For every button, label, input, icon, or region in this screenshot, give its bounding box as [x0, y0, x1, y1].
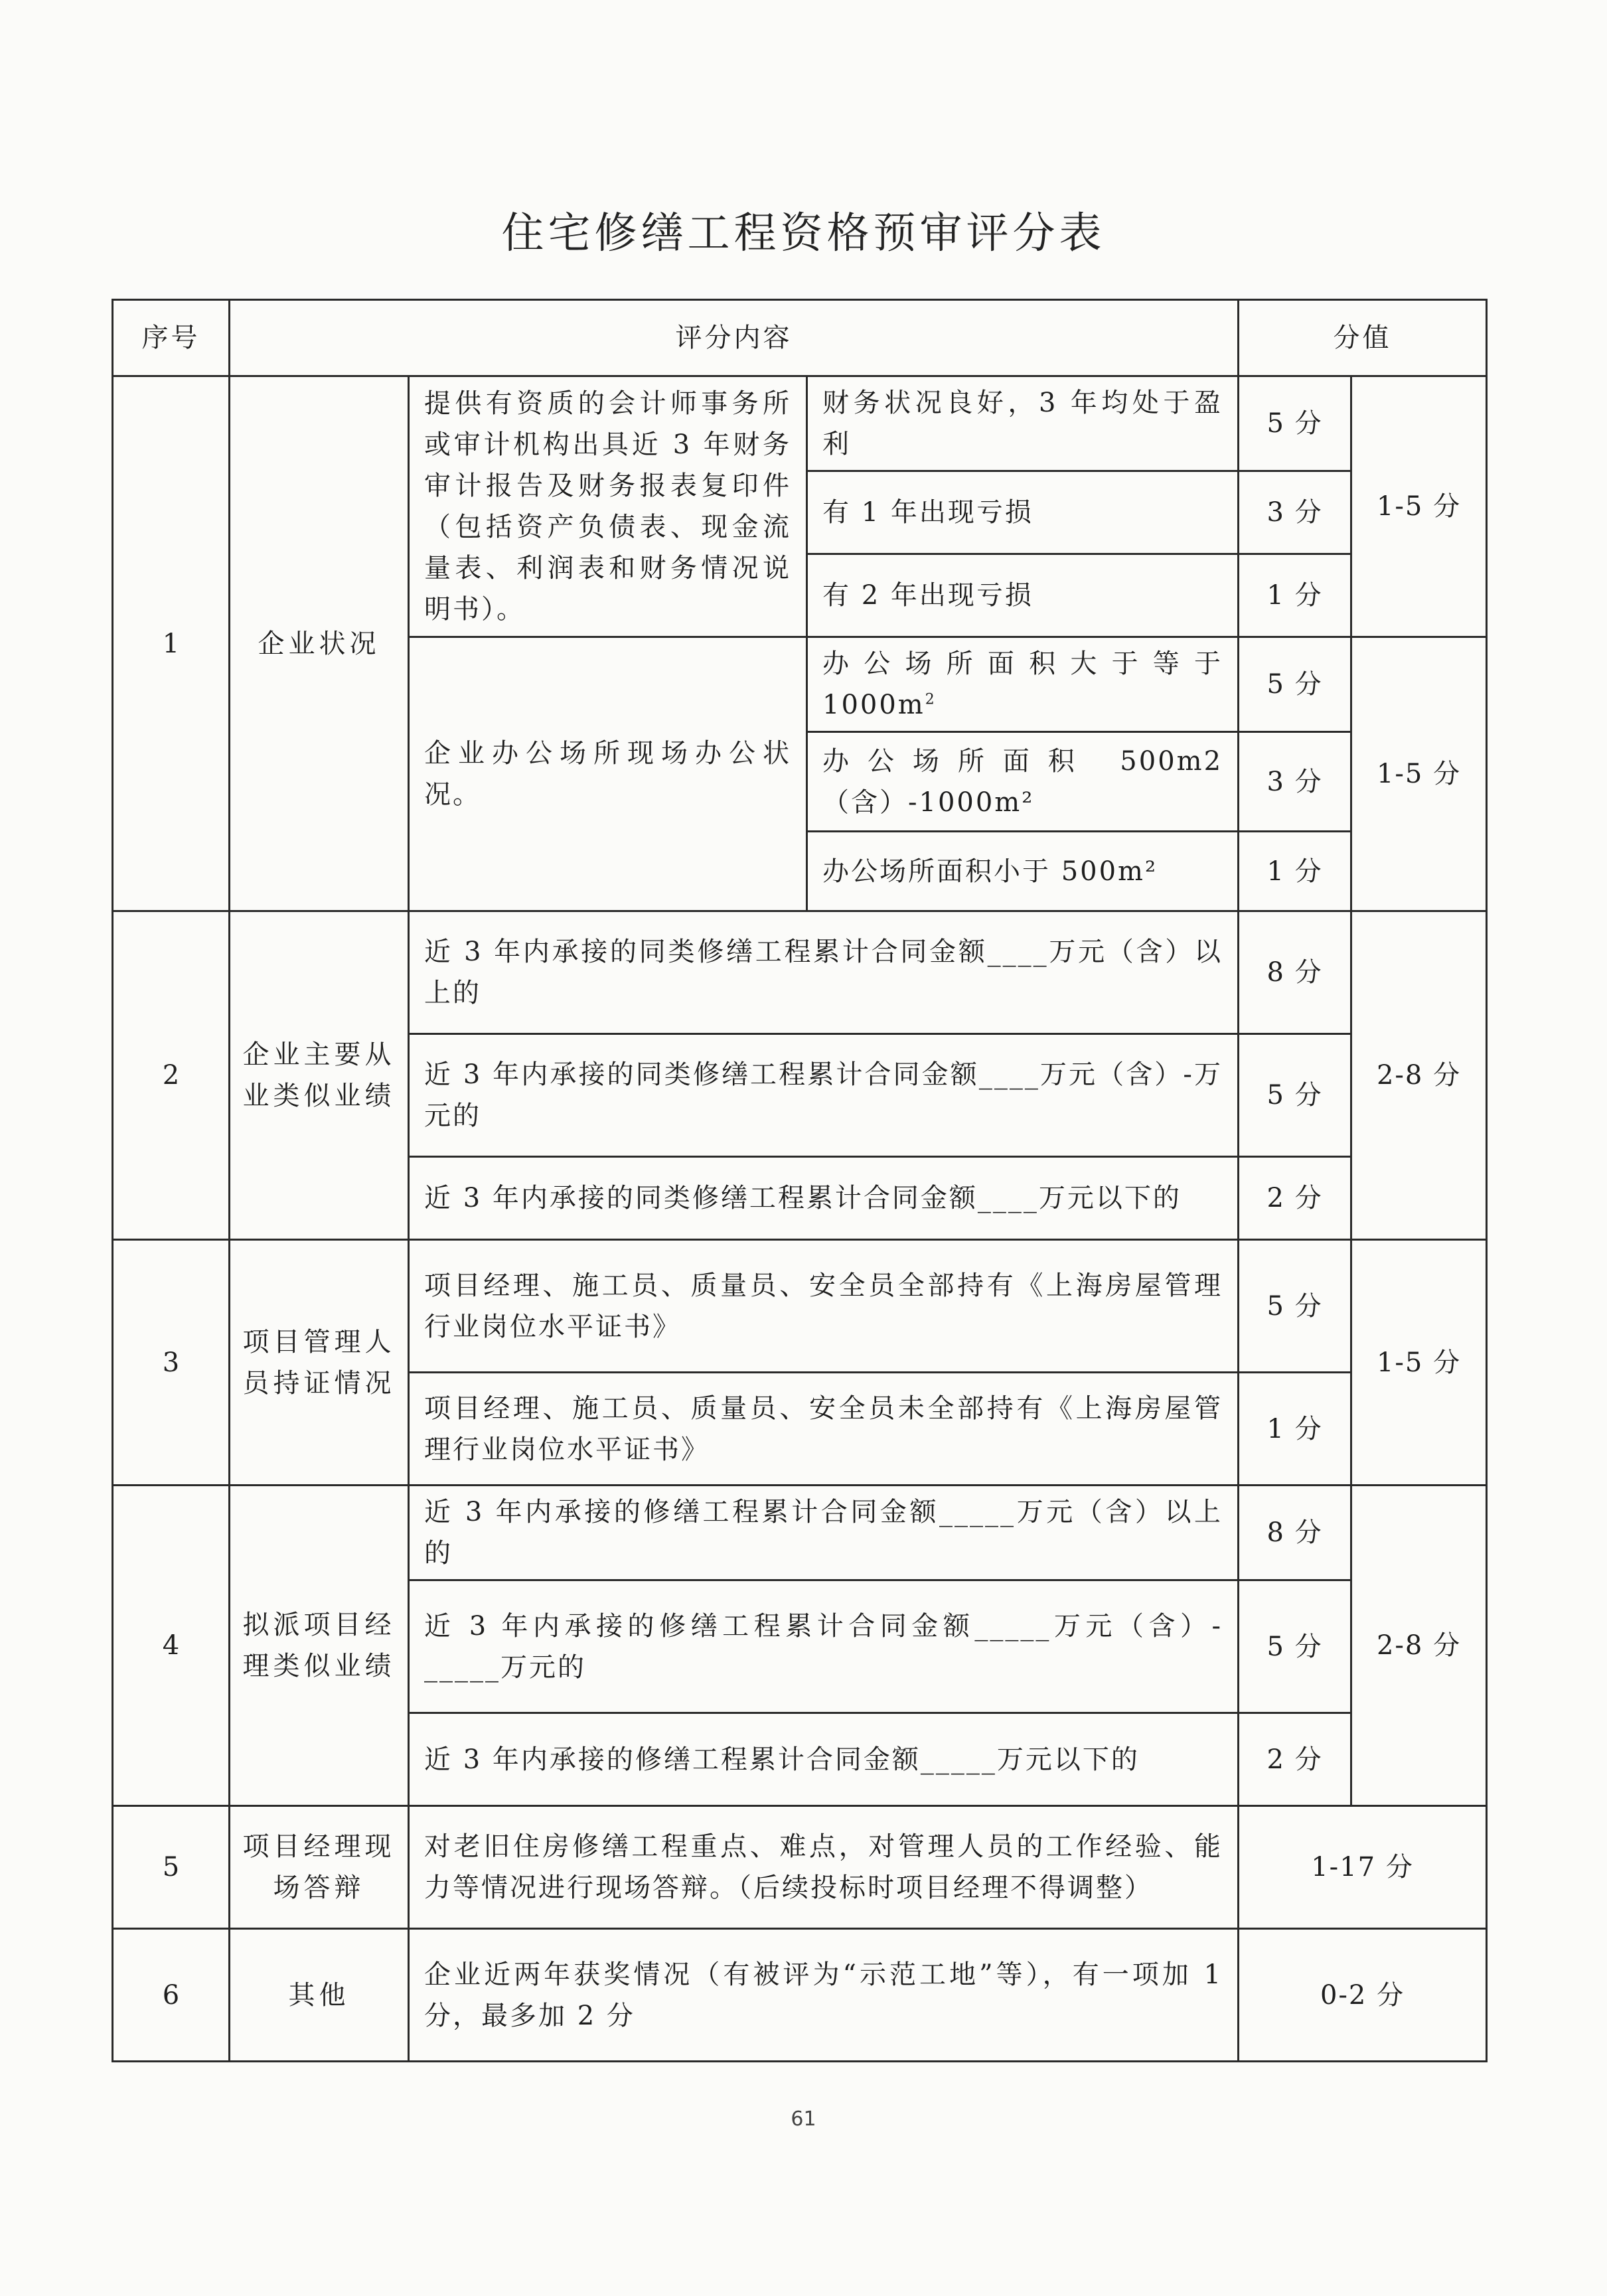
item-points: 3 分 [1239, 732, 1351, 832]
item-text: 近 3 年内承接的同类修缮工程累计合同金额____万元（含）-万元的 [409, 1034, 1239, 1157]
table-row [113, 1486, 1487, 1580]
row-category: 企业主要从业类似业绩 [230, 911, 409, 1240]
row-range: 1-5 分 [1351, 637, 1487, 911]
item-points: 1 分 [1239, 1373, 1351, 1486]
row-seq: 4 [113, 1486, 230, 1806]
row-category: 拟派项目经理类似业绩 [230, 1486, 409, 1806]
item-points: 8 分 [1239, 911, 1351, 1034]
row-range: 1-17 分 [1239, 1806, 1487, 1929]
item-points: 3 分 [1239, 471, 1351, 554]
table-row [113, 911, 1487, 1034]
item-text: 对老旧住房修缮工程重点、难点，对管理人员的工作经验、能力等情况进行现场答辩。（后续投标时项目经理不得调整） [409, 1806, 1239, 1929]
item-points: 5 分 [1239, 637, 1351, 732]
item-text: 项目经理、施工员、质量员、安全员未全部持有《上海房屋管理行业岗位水平证书》 [409, 1373, 1239, 1486]
scoring-table [112, 299, 1488, 2062]
page-title: 住宅修缮工程资格预审评分表 [501, 209, 1106, 258]
item-text: 有 1 年出现亏损 [807, 471, 1239, 554]
row-category: 项目经理现场答辩 [230, 1806, 409, 1929]
table-row [113, 1240, 1487, 1373]
item-text: 办公场所面积小于 500m² [807, 832, 1239, 911]
row-range: 0-2 分 [1239, 1929, 1487, 2062]
item-text: 近 3 年内承接的同类修缮工程累计合同金额____万元（含）以上的 [409, 911, 1239, 1034]
item-points: 2 分 [1239, 1157, 1351, 1240]
row-range: 2-8 分 [1351, 1486, 1487, 1806]
item-text: 项目经理、施工员、质量员、安全员全部持有《上海房屋管理行业岗位水平证书》 [409, 1240, 1239, 1373]
row-seq: 5 [113, 1806, 230, 1929]
row-category: 项目管理人员持证情况 [230, 1240, 409, 1486]
header-seq: 序号 [113, 300, 230, 376]
item-text: 近 3 年内承接的同类修缮工程累计合同金额____万元以下的 [409, 1157, 1239, 1240]
item-text: 财务状况良好，3 年均处于盈利 [807, 376, 1239, 471]
item-text: 有 2 年出现亏损 [807, 554, 1239, 637]
item-text: 企业近两年获奖情况（有被评为“示范工地”等），有一项加 1 分，最多加 2 分 [409, 1929, 1239, 2062]
row-seq: 2 [113, 911, 230, 1240]
row-criterion: 企业办公场所现场办公状况。 [409, 637, 807, 911]
item-text: 近 3 年内承接的修缮工程累计合同金额_____万元（含）-_____万元的 [409, 1580, 1239, 1713]
header-score: 分值 [1239, 300, 1487, 376]
item-points: 5 分 [1239, 1034, 1351, 1157]
item-points: 2 分 [1239, 1713, 1351, 1806]
row-range: 1-5 分 [1351, 376, 1487, 637]
row-range: 1-5 分 [1351, 1240, 1487, 1486]
item-text: 办公场所面积大于等于 $1000m^2$ [807, 637, 1239, 732]
item-text: 近 3 年内承接的修缮工程累计合同金额_____万元以下的 [409, 1713, 1239, 1806]
item-text: 办公场所面积 500m2（含）-1000m² [807, 732, 1239, 832]
row-seq: 6 [113, 1929, 230, 2062]
item-points: 8 分 [1239, 1486, 1351, 1580]
row-range: 2-8 分 [1351, 911, 1487, 1240]
item-points: 5 分 [1239, 1580, 1351, 1713]
row-seq: 3 [113, 1240, 230, 1486]
header-content: 评分内容 [230, 300, 1239, 376]
row-seq: 1 [113, 376, 230, 911]
item-points: 5 分 [1239, 1240, 1351, 1373]
row-category: 企业状况 [230, 376, 409, 911]
row-criterion: 提供有资质的会计师事务所或审计机构出具近 3 年财务审计报告及财务报表复印件（包括资产负债表、现金流量表、利润表和财务情况说明书）。 [409, 376, 807, 637]
item-text: 近 3 年内承接的修缮工程累计合同金额_____万元（含）以上的 [409, 1486, 1239, 1580]
page-number: 61 [791, 2107, 816, 2131]
table-header-row [113, 300, 1487, 376]
table-row [113, 1929, 1487, 2062]
item-points: 5 分 [1239, 376, 1351, 471]
item-points: 1 分 [1239, 554, 1351, 637]
table-row [113, 376, 1487, 471]
item-points: 1 分 [1239, 832, 1351, 911]
table-row [113, 1806, 1487, 1929]
row-category: 其他 [230, 1929, 409, 2062]
